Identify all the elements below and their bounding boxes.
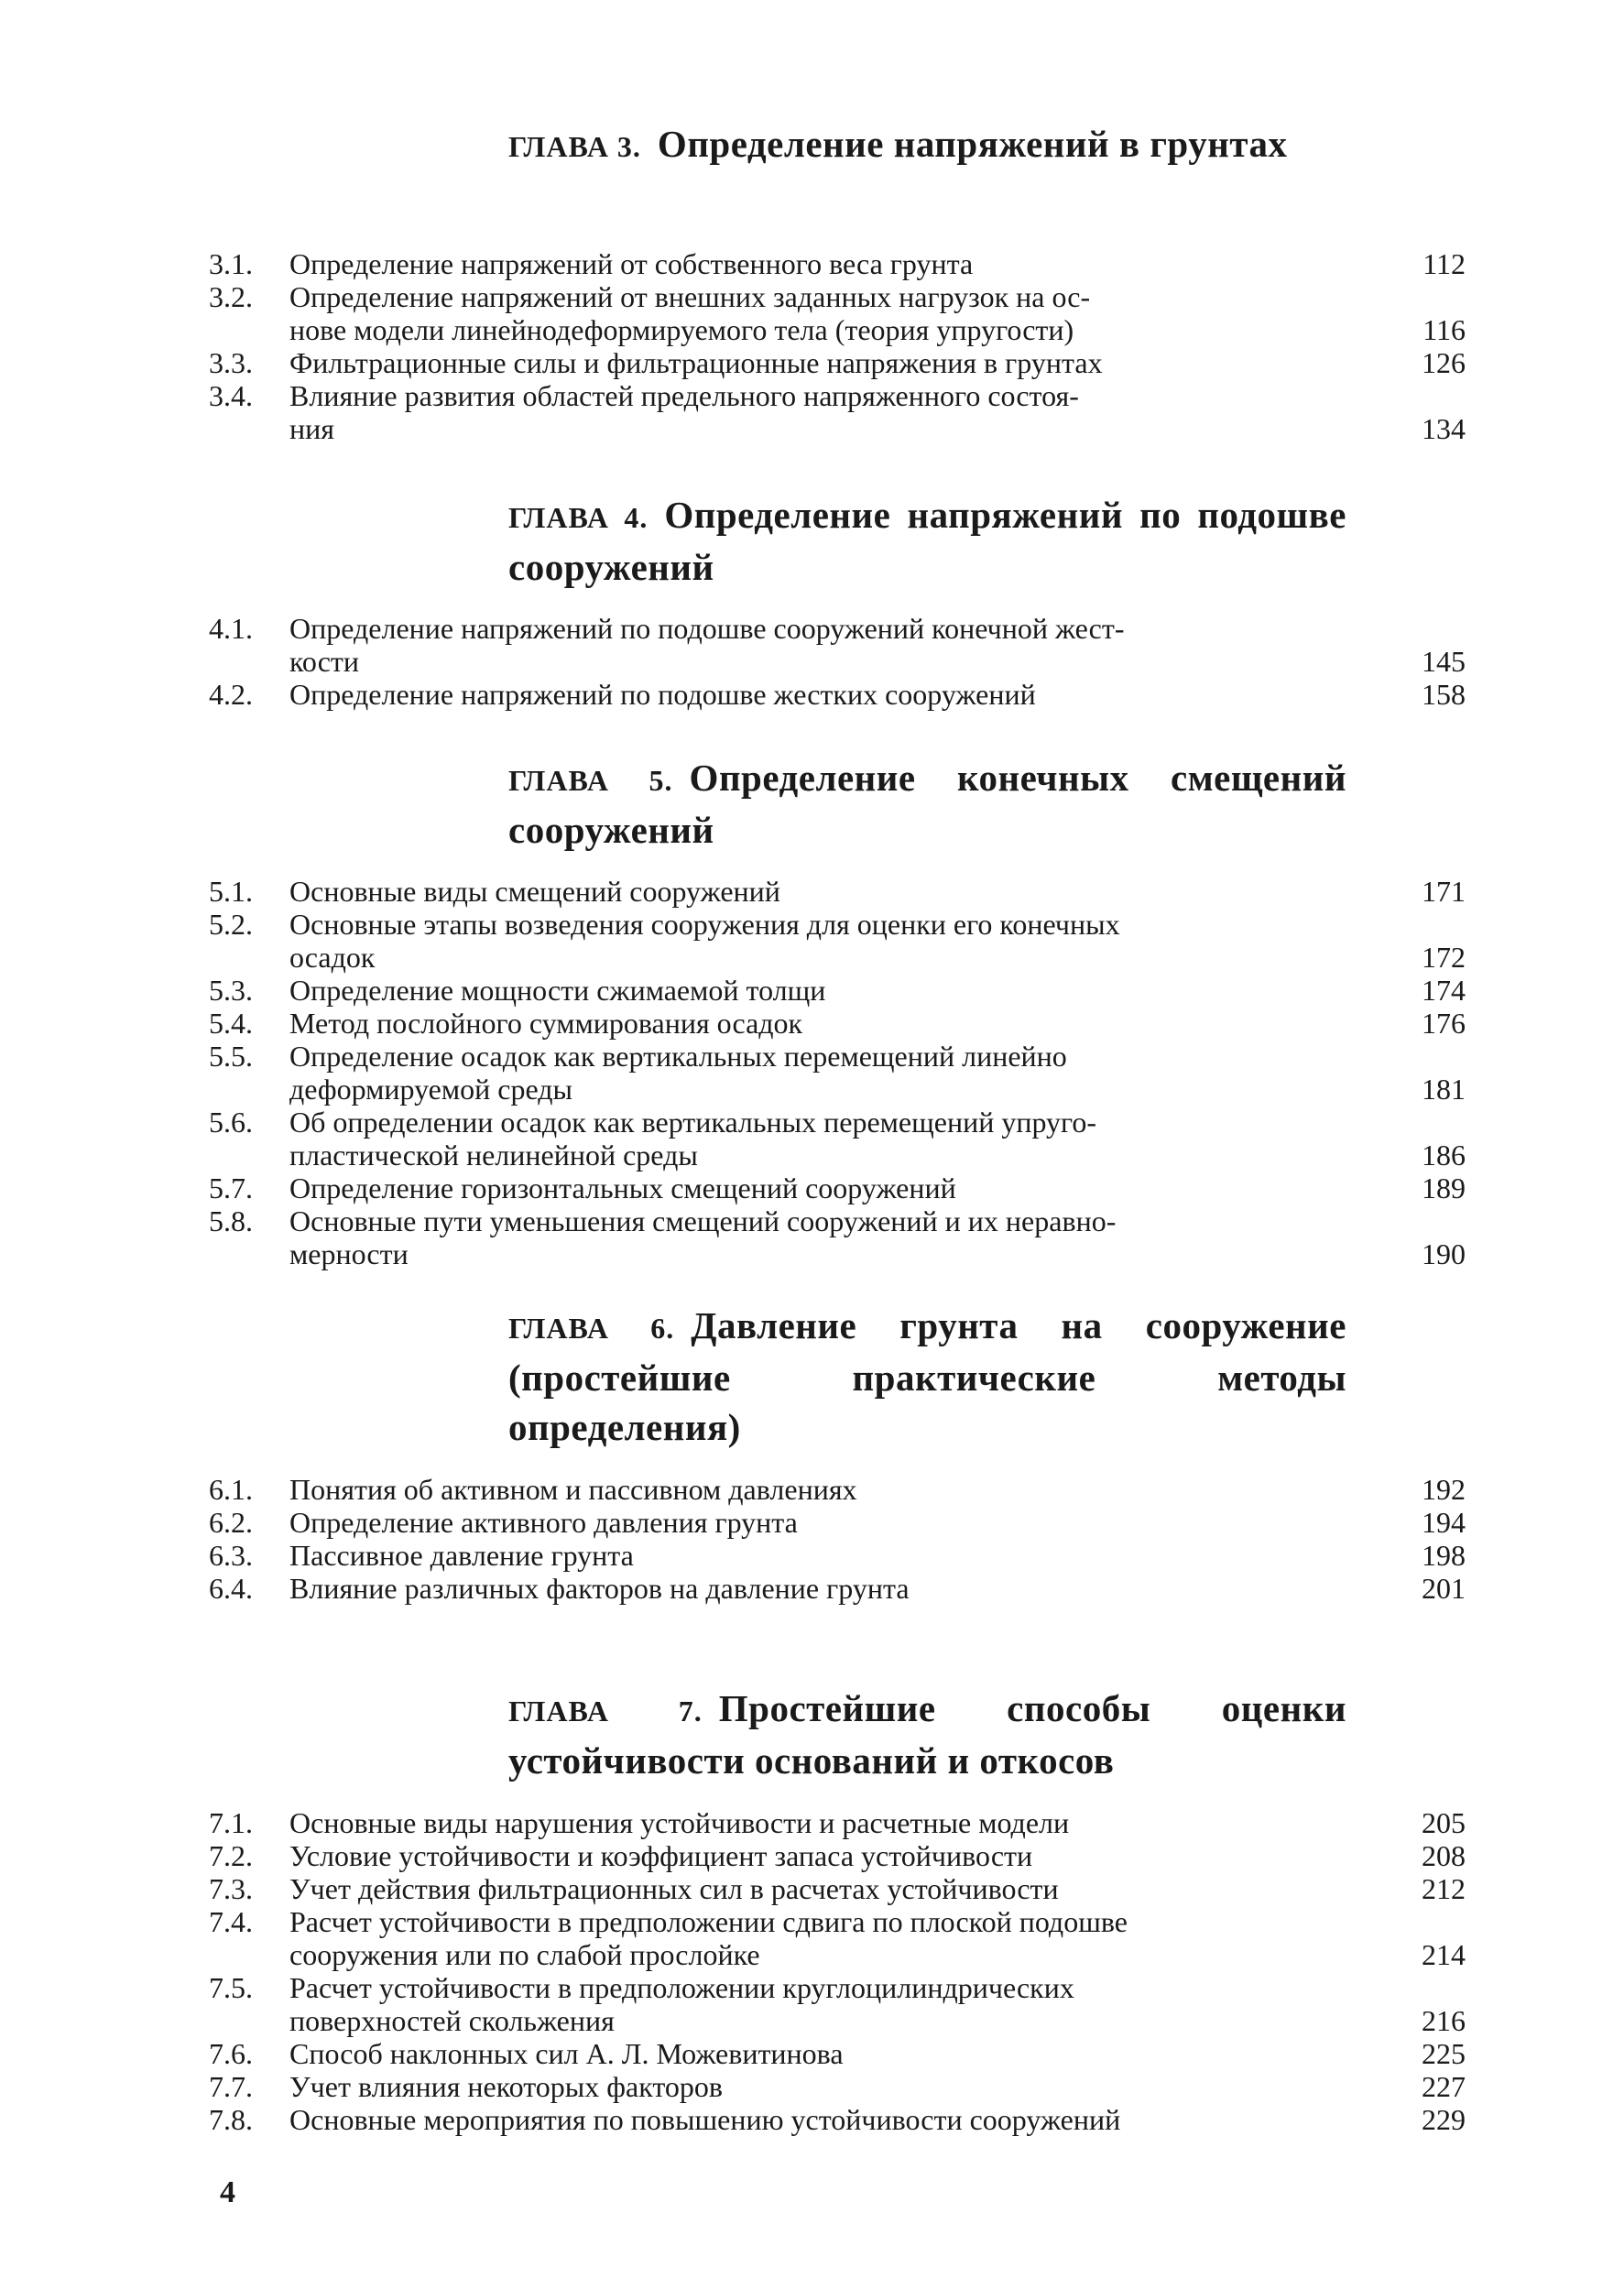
- chapter-3-heading: [508, 119, 1346, 171]
- chapter-4-title: Определение напряжений по подошве сооружений: [508, 494, 1346, 588]
- page-number: 4: [220, 2175, 235, 2209]
- chapter-5-title: Определение конечных смещений сооружений: [508, 757, 1346, 851]
- chapter-6-heading: [508, 1301, 1346, 1452]
- chapter-6-label: ГЛАВА 6.: [508, 1312, 675, 1345]
- toc-page: ГЛАВА 3. Определение напряжений в грунтах 3.1. Определение напряжений от собственного веса грунта 112 3.2. Определение напряжений от внешних заданных нагрузок на ос- нове модели линейнодеформируемого тела (теория упругости) 116 3.3. Фильтрационные силы и фильтрационные напряжения в грунтах 126 3.4. Влияние развития областей предельного напряженного состоя- ния 134 ГЛАВА 4. Определение напряжений по подошве сооружений 4.1. Определение напряжений по подошве сооружений конечной жест- кости 145 4.2. Определение напряжений по подошве жестких сооружений 158 ГЛАВА 5. Определение конечных смещений сооружений 5.1. Основные виды смещений сооружений 171 5.2. Основные этапы возведения сооружения для оценки его конечных осадок 172 5.3. Определение мощности сжимаемой толщи 174 5.4. Метод послойного суммирования осадок 176 5.5. Определение осадок как вертикальных перемещений линейно деформируемой среды 181 5.6. Об определении осадок как вертикальных перемещений упруго- пластической нелинейной среды 186 5.7. Определение горизонтальных смещений сооружений 189 5.8. Основные пути уменьшения смещений сооружений и их неравно- мерности 190 ГЛАВА 6. Давление грунта на сооружение (простейшие практические методы определения) 6.1. Понятия об активном и пассивном давлениях 192 6.2. Определение активного давления грунта 194 6.3. Пассивное давление грунта 198 6.4. Влияние различных факторов на давление грунта 201 ГЛАВА 7. Простейшие способы оценки устойчивости оснований и откосов 7.1. Основные виды нарушения устойчивости и расчетные модели 205 7.2. Условие устойчивости и коэффициент запаса устойчивости 208 7.3. Учет действия фильтрационных сил в расчетах устойчивости 212 7.4. Расчет устойчивости в предположении сдвига по плоской подошве сооружения или по слабой прослойке 214 7.5. Расчет устойчивости в предположении круглоцилиндрических поверхностей скольжения 216 7.6. Способ наклонных сил А. Л. Можевитинова 225 7.7. Учет влияния некоторых факторов 227 7.8. Основные мероприятия по повышению устойчивости сооружений 229 4: [0, 0, 1624, 2278]
- chapter-7-heading: [508, 1684, 1346, 1785]
- chapter-7-label: ГЛАВА 7.: [508, 1695, 703, 1728]
- chapter-3-label: ГЛАВА 3.: [508, 130, 641, 163]
- chapter-5-label: ГЛАВА 5.: [508, 764, 673, 797]
- chapter-4-heading: [508, 490, 1346, 592]
- chapter-7-title: Простейшие способы оценки устойчивости оснований и откосов: [508, 1687, 1346, 1782]
- chapter-3-title: Определение напряжений в грунтах: [657, 123, 1288, 165]
- chapter-4-label: ГЛАВА 4.: [508, 501, 649, 534]
- chapter-5-heading: [508, 753, 1346, 855]
- chapter-6-title: Давление грунта на сооружение (простейшие практические методы определения): [508, 1304, 1347, 1448]
